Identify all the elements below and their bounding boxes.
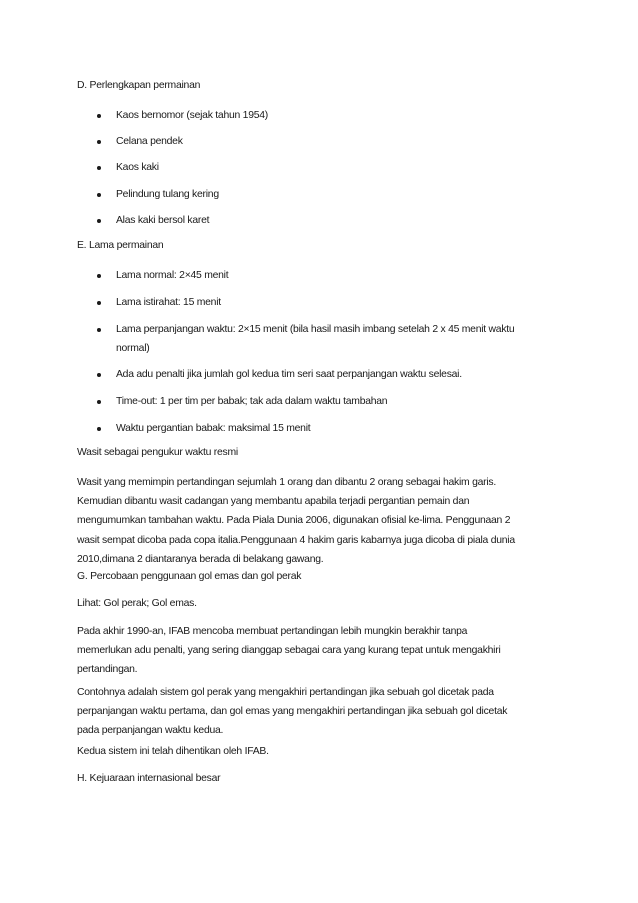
bullet-icon <box>97 166 101 170</box>
list-item: Ada adu penalti jika jumlah gol kedua tim seri saat perpanjangan waktu selesai. <box>116 369 462 380</box>
paragraph-contoh <box>77 683 567 741</box>
paragraph-dihentikan: Kedua sistem ini telah dihentikan oleh IFAB. <box>77 746 269 757</box>
paragraph-line: memerlukan adu penalti, yang sering dianggap sebagai cara yang kurang tepat untuk mengakhiri <box>77 645 501 657</box>
list-item: Time-out: 1 per tim per babak; tak ada dalam waktu tambahan <box>116 396 388 407</box>
bullet-icon <box>97 140 101 144</box>
bullet-icon <box>97 400 101 404</box>
paragraph-line: 2010,dimana 2 diantaranya berada di belakang gawang. <box>77 553 324 565</box>
paragraph-line: wasit sempat dicoba pada copa italia.Penggunaan 4 hakim garis kabarnya juga dicoba di piala dunia <box>77 534 515 546</box>
list-item: Alas kaki bersol karet <box>116 215 210 226</box>
bullet-icon <box>97 274 101 278</box>
section-e-heading: E. Lama permainan <box>77 240 164 251</box>
paragraph-line: perpanjangan waktu pertama, dan gol emas yang mengakhiri pertandingan jika sebuah gol dicetak <box>77 706 508 718</box>
list-item: Kaos bernomor (sejak tahun 1954) <box>116 110 268 121</box>
section-d-heading: D. Perlengkapan permainan <box>77 80 201 91</box>
paragraph-line: Wasit yang memimpin pertandingan sejumlah 1 orang dan dibantu 2 orang sebagai hakim garis. <box>77 477 496 488</box>
paragraph-line: Kemudian dibantu wasit cadangan yang membantu apabila terjadi pergantian pemain dan <box>77 496 470 508</box>
list-item: Celana pendek <box>116 136 183 147</box>
section-h-heading: H. Kejuaraan internasional besar <box>77 773 221 784</box>
paragraph-line: mengumumkan tambahan waktu. Pada Piala Dunia 2006, digunakan ofisial ke-lima. Penggunaan 2 <box>77 515 511 527</box>
wasit-heading: Wasit sebagai pengukur waktu resmi <box>77 447 238 458</box>
lihat-reference: Lihat: Gol perak; Gol emas. <box>77 598 197 609</box>
list-item-continuation: normal) <box>116 343 150 354</box>
bullet-icon <box>97 427 101 431</box>
list-item: Lama normal: 2×45 menit <box>116 270 229 281</box>
list-item: Lama perpanjangan waktu: 2×15 menit (bila hasil masih imbang setelah 2 x 45 menit waktu <box>116 324 515 335</box>
paragraph-line: pada perpanjangan waktu kedua. <box>77 725 224 737</box>
bullet-icon <box>97 328 101 332</box>
bullet-icon <box>97 219 101 223</box>
paragraph-ifab <box>77 622 567 680</box>
paragraph-line: Pada akhir 1990-an, IFAB mencoba membuat pertandingan lebih mungkin berakhir tanpa <box>77 626 468 637</box>
bullet-icon <box>97 301 101 305</box>
bullet-icon <box>97 114 101 118</box>
list-item: Kaos kaki <box>116 162 159 173</box>
bullet-icon <box>97 193 101 197</box>
list-item: Pelindung tulang kering <box>116 189 219 200</box>
wasit-paragraph <box>77 473 567 569</box>
bullet-icon <box>97 373 101 377</box>
list-item: Lama istirahat: 15 menit <box>116 297 221 308</box>
list-item: Waktu pergantian babak: maksimal 15 menit <box>116 423 311 434</box>
paragraph-line: Contohnya adalah sistem gol perak yang mengakhiri pertandingan jika sebuah gol dicetak pada <box>77 687 494 698</box>
section-g-heading: G. Percobaan penggunaan gol emas dan gol perak <box>77 571 302 582</box>
paragraph-line: pertandingan. <box>77 664 138 676</box>
